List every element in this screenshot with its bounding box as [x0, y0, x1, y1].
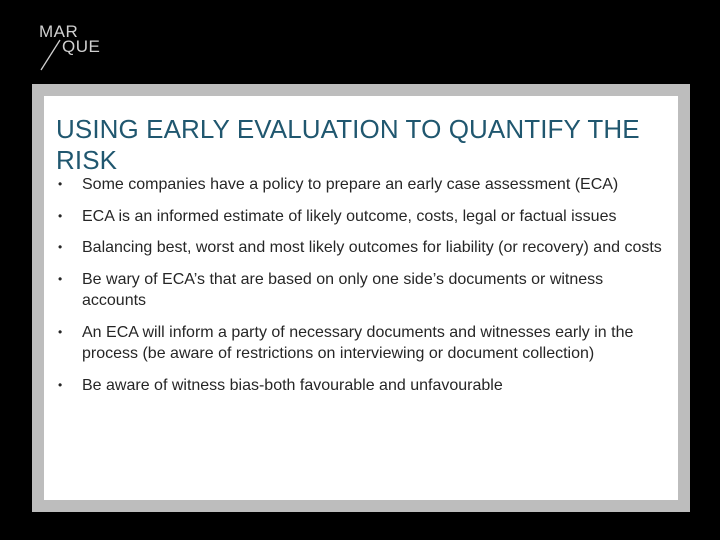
bullet-text: Some companies have a policy to prepare an early case assessment (ECA)	[82, 176, 619, 193]
logo-line-2: QUE	[62, 37, 101, 56]
marque-logo	[38, 20, 104, 72]
bullet-item	[56, 174, 666, 196]
bullet-text: Be wary of ECA’s that are based on only one side’s documents or witness accounts	[82, 270, 604, 309]
logo-slash	[41, 40, 60, 70]
bullet-marker: •	[58, 271, 63, 286]
bullet-item	[56, 375, 666, 397]
bullet-marker: •	[58, 177, 63, 191]
bullet-item	[56, 322, 666, 365]
bullet-marker: •	[58, 208, 63, 223]
bullet-item	[56, 206, 666, 228]
slide-title: USING EARLY EVALUATION TO QUANTIFY THE RISK	[56, 114, 640, 175]
bullet-marker: •	[58, 324, 63, 339]
logo-line-1: MAR	[39, 22, 79, 41]
bullet-text: ECA is an informed estimate of likely outcome, costs, legal or factual issues	[82, 207, 617, 225]
bullet-item	[56, 269, 666, 312]
bullet-marker: •	[58, 377, 63, 392]
bullet-item	[56, 237, 666, 259]
bullet-list	[56, 174, 666, 406]
bullet-text: An ECA will inform a party of necessary documents and witnesses early in the process (be aware of restrictions on interviewing or document collection)	[82, 323, 634, 362]
bullet-marker: •	[58, 240, 63, 254]
bullet-text: Be aware of witness bias-both favourable and unfavourable	[82, 376, 503, 394]
bullet-text: Balancing best, worst and most likely outcomes for liability (or recovery) and costs	[82, 239, 662, 256]
